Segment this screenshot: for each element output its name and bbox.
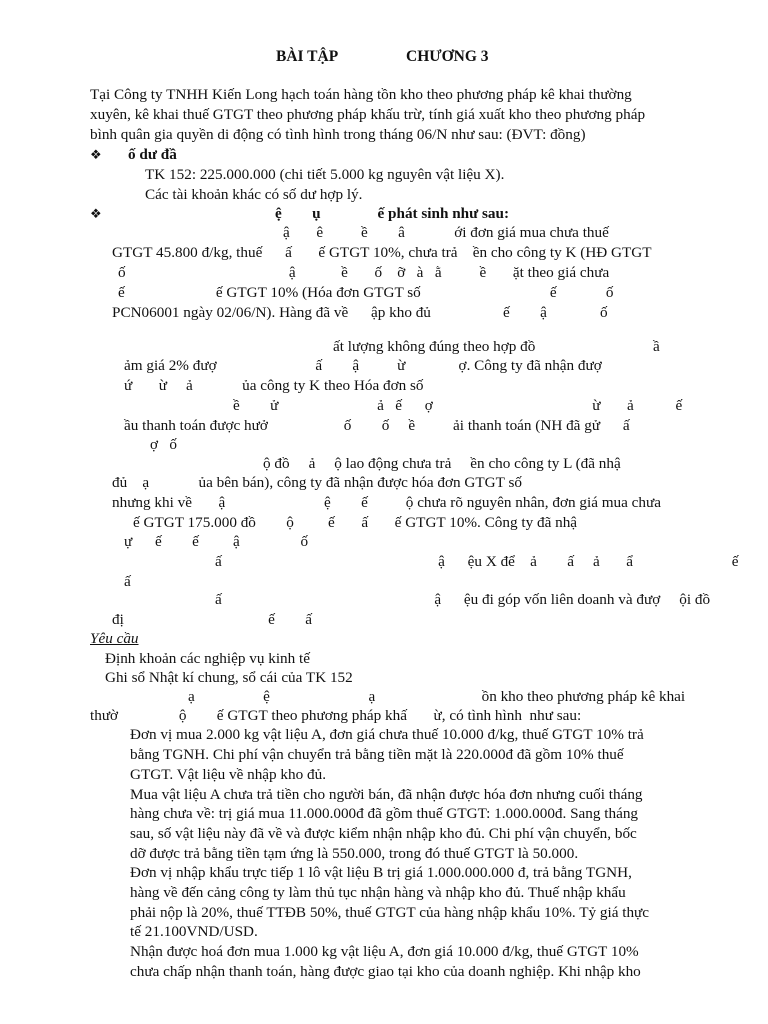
exercise-line: tế 21.100VND/USD.: [130, 923, 258, 940]
text-line: ế GTGT 175.000 đồ ộ ế ấ ế GTGT 10%. Công ty đã nhậ: [133, 514, 578, 531]
text-line: ất lượng không đúng theo hợp đồ ầ: [333, 338, 660, 355]
exercise-line: Đơn vị mua 2.000 kg vật liệu A, đơn giá chưa thuế 10.000 đ/kg, thuế GTGT 10% trả: [130, 726, 644, 743]
text-line: GTGT 45.800 đ/kg, thuế ấ ế GTGT 10%, chưa trả ền cho công ty K (HĐ GTGT: [112, 244, 652, 261]
bullet-icon: ❖: [90, 206, 102, 221]
text-line: ảm giá 2% đượ ấ ậ ừ ợ. Công ty đã nhận đượ: [124, 357, 602, 374]
text-line: ấ ậ ệu X để ả ấ ả ẩ ế: [215, 553, 739, 570]
text-line: ề ử ả ế ợ ừ ả ế: [233, 397, 683, 414]
exercise-line: sau, số vật liệu này đã về và được kiểm nhận nhập kho đủ. Chi phí vận chuyển, bốc: [130, 825, 637, 842]
exercise-line: dỡ được trả bằng tiền tạm ứng là 550.000, trong đó thuế GTGT là 50.000.: [130, 845, 579, 862]
intro-line-1: Tại Công ty TNHH Kiến Long hạch toán hàng tồn kho theo phương pháp kê khai thường: [90, 86, 632, 103]
text-line: thườ ộ ế GTGT theo phương pháp khấ ừ, có tình hình như sau:: [90, 707, 582, 724]
requirements-heading: Yêu cầu: [90, 630, 139, 647]
section-heading-transactions: ệ ụ ế phát sinh như sau:: [275, 205, 510, 222]
text-line: ấ ậ ệu đi góp vốn liên doanh và đượ ội đồ: [215, 591, 711, 608]
balance-line-2: Các tài khoản khác có số dư hợp lý.: [145, 186, 363, 203]
exercise-line: hàng chưa về: trị giá mua 11.000.000đ đã gồm thuế GTGT: 1.000.000đ. Sang tháng: [130, 805, 639, 822]
bullet-icon: ❖: [90, 147, 102, 162]
text-line: ậ ê ề â ới đơn giá mua chưa thuế: [283, 224, 609, 241]
exercise-line: Đơn vị nhập khẩu trực tiếp 1 lô vật liệu B trị giá 1.000.000.000 đ, trả bằng TGNH,: [130, 864, 632, 881]
text-line: nhưng khi về ậ ệ ế ộ chưa rõ nguyên nhân, đơn giá mua chưa: [112, 494, 661, 511]
text-line: ế ế GTGT 10% (Hóa đơn GTGT số ế ố: [118, 284, 614, 301]
text-line: ợ ố: [150, 436, 178, 453]
requirement-item: Ghi sổ Nhật kí chung, sổ cái của TK 152: [105, 669, 353, 686]
title-left: BÀI TẬP: [276, 48, 339, 65]
balance-line-1: TK 152: 225.000.000 (chi tiết 5.000 kg nguyên vật liệu X).: [145, 166, 505, 183]
text-line: ầu thanh toán được hưở ố ố ề ải thanh toán (NH đã gử ấ: [124, 417, 630, 434]
text-line: đủ ạ ủa bên bán), công ty đã nhận được hóa đơn GTGT số: [112, 474, 522, 491]
exercise-line: chưa chấp nhận thanh toán, hàng được giao tại kho của doanh nghiệp. Khi nhập kho: [130, 963, 641, 980]
text-line: ự ế ế ậ ố: [124, 533, 309, 550]
text-line: đị ế ấ: [112, 611, 312, 628]
text-line: ộ đồ ả ộ lao động chưa trả ền cho công ty L (đã nhậ: [263, 455, 621, 472]
exercise-line: Mua vật liệu A chưa trả tiền cho người bán, đã nhận được hóa đơn nhưng cuối tháng: [130, 786, 643, 803]
exercise-line: phải nộp là 20%, thuế TTĐB 50%, thuế GTGT của hàng nhập khẩu 10%. Tỷ giá thực: [130, 904, 650, 921]
intro-line-2: xuyên, kê khai thuế GTGT theo phương pháp khấu trừ, tính giá xuất kho theo phương pháp: [90, 106, 646, 123]
text-line: ấ: [124, 573, 131, 590]
text-line: PCN06001 ngày 02/06/N). Hàng đã về ập kho đủ ế ậ ố: [112, 304, 608, 321]
text-line: ố ậ ề ố ỡ à ằ ề ặt theo giá chưa: [118, 264, 610, 281]
requirement-item: Định khoản các nghiệp vụ kinh tế: [105, 650, 310, 667]
exercise-line: bằng TGNH. Chi phí vận chuyển trả bằng tiền mặt là 220.000đ đã gồm 10% thuế: [130, 746, 624, 763]
exercise-line: Nhận được hoá đơn mua 1.000 kg vật liệu A, đơn giá 10.000 đ/kg, thuế GTGT 10%: [130, 943, 639, 960]
title-right: CHƯƠNG 3: [406, 48, 489, 65]
exercise-line: hàng về đến cảng công ty làm thủ tục nhận hàng và nhập kho đủ. Thuế nhập khẩu: [130, 884, 626, 901]
text-line: ạ ệ ạ ồn kho theo phương pháp kê khai: [188, 688, 686, 705]
text-line: ứ ừ ả ủa công ty K theo Hóa đơn số: [124, 377, 424, 394]
intro-line-3: bình quân gia quyền di động có tình hình trong tháng 06/N như sau: (ĐVT: đồng): [90, 126, 586, 143]
exercise-line: GTGT. Vật liệu về nhập kho đủ.: [130, 766, 326, 783]
section-heading-balance: ố dư đầ: [128, 146, 177, 163]
